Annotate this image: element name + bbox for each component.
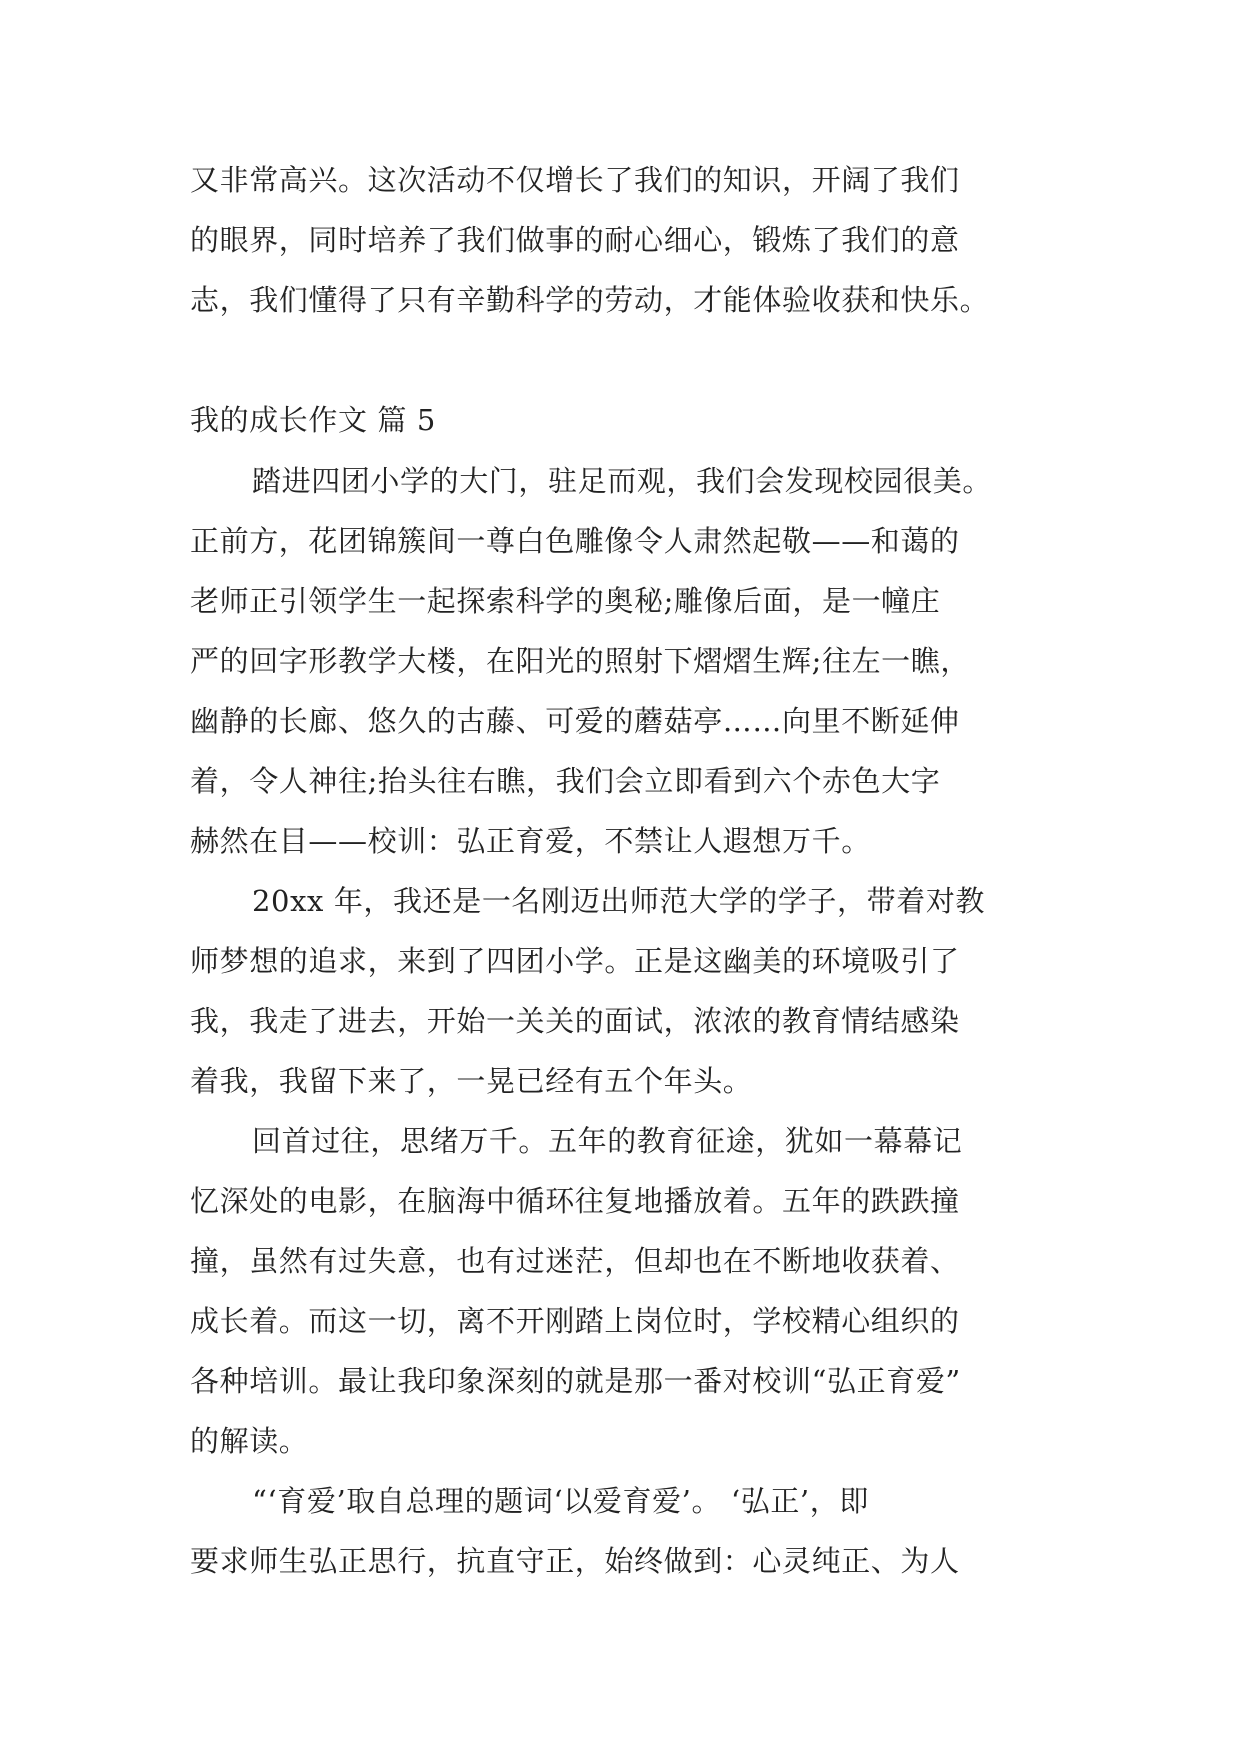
text-line: 正前方，花团锦簇间一尊白色雕像令人肃然起敬——和蔼的 — [190, 524, 960, 558]
text-line: 又非常高兴。这次活动不仅增长了我们的知识，开阔了我们 — [190, 163, 960, 197]
text-line: 的眼界，同时培养了我们做事的耐心细心，锻炼了我们的意 — [190, 223, 960, 257]
text-line: “‘育爱’取自总理的题词‘以爱育爱’。 ‘弘正’，即 — [252, 1484, 869, 1518]
text-line: 师梦想的追求，来到了四团小学。正是这幽美的环境吸引了 — [190, 944, 960, 978]
text-line: 各种培训。最让我印象深刻的就是那一番对校训“弘正育爱” — [190, 1364, 961, 1398]
text-line: 忆深处的电影，在脑海中循环往复地播放着。五年的跌跌撞 — [190, 1184, 960, 1218]
text-line: 我，我走了进去，开始一关关的面试，浓浓的教育情结感染 — [190, 1004, 960, 1038]
text-line: 幽静的长廊、悠久的古藤、可爱的蘑菇亭……向里不断延伸 — [190, 704, 960, 738]
text-line: 要求师生弘正思行，抗直守正，始终做到：心灵纯正、为人 — [190, 1544, 960, 1578]
text-line: 成长着。而这一切，离不开刚踏上岗位时，学校精心组织的 — [190, 1304, 960, 1338]
text-line: 20xx 年，我还是一名刚迈出师范大学的学子，带着对教 — [252, 884, 986, 918]
text-line: 着我，我留下来了，一晃已经有五个年头。 — [190, 1064, 753, 1098]
text-line: 老师正引领学生一起探索科学的奥秘;雕像后面，是一幢庄 — [190, 584, 941, 618]
text-line: 严的回字形教学大楼，在阳光的照射下熠熠生辉;往左一瞧， — [190, 644, 970, 678]
text-line: 撞，虽然有过失意，也有过迷茫，但却也在不断地收获着、 — [190, 1244, 960, 1278]
text-line: 志，我们懂得了只有辛勤科学的劳动，才能体验收获和快乐。 — [190, 283, 990, 317]
text-line: 的解读。 — [190, 1424, 309, 1458]
text-line: 赫然在目——校训：弘正育爱，不禁让人遐想万千。 — [190, 824, 871, 858]
text-line: 回首过往，思绪万千。五年的教育征途，犹如一幕幕记 — [252, 1124, 963, 1158]
text-line: 踏进四团小学的大门，驻足而观，我们会发现校园很美。 — [252, 464, 993, 498]
section-heading: 我的成长作文 篇 5 — [190, 403, 436, 437]
text-line: 着，令人神往;抬头往右瞧，我们会立即看到六个赤色大字 — [190, 764, 941, 798]
